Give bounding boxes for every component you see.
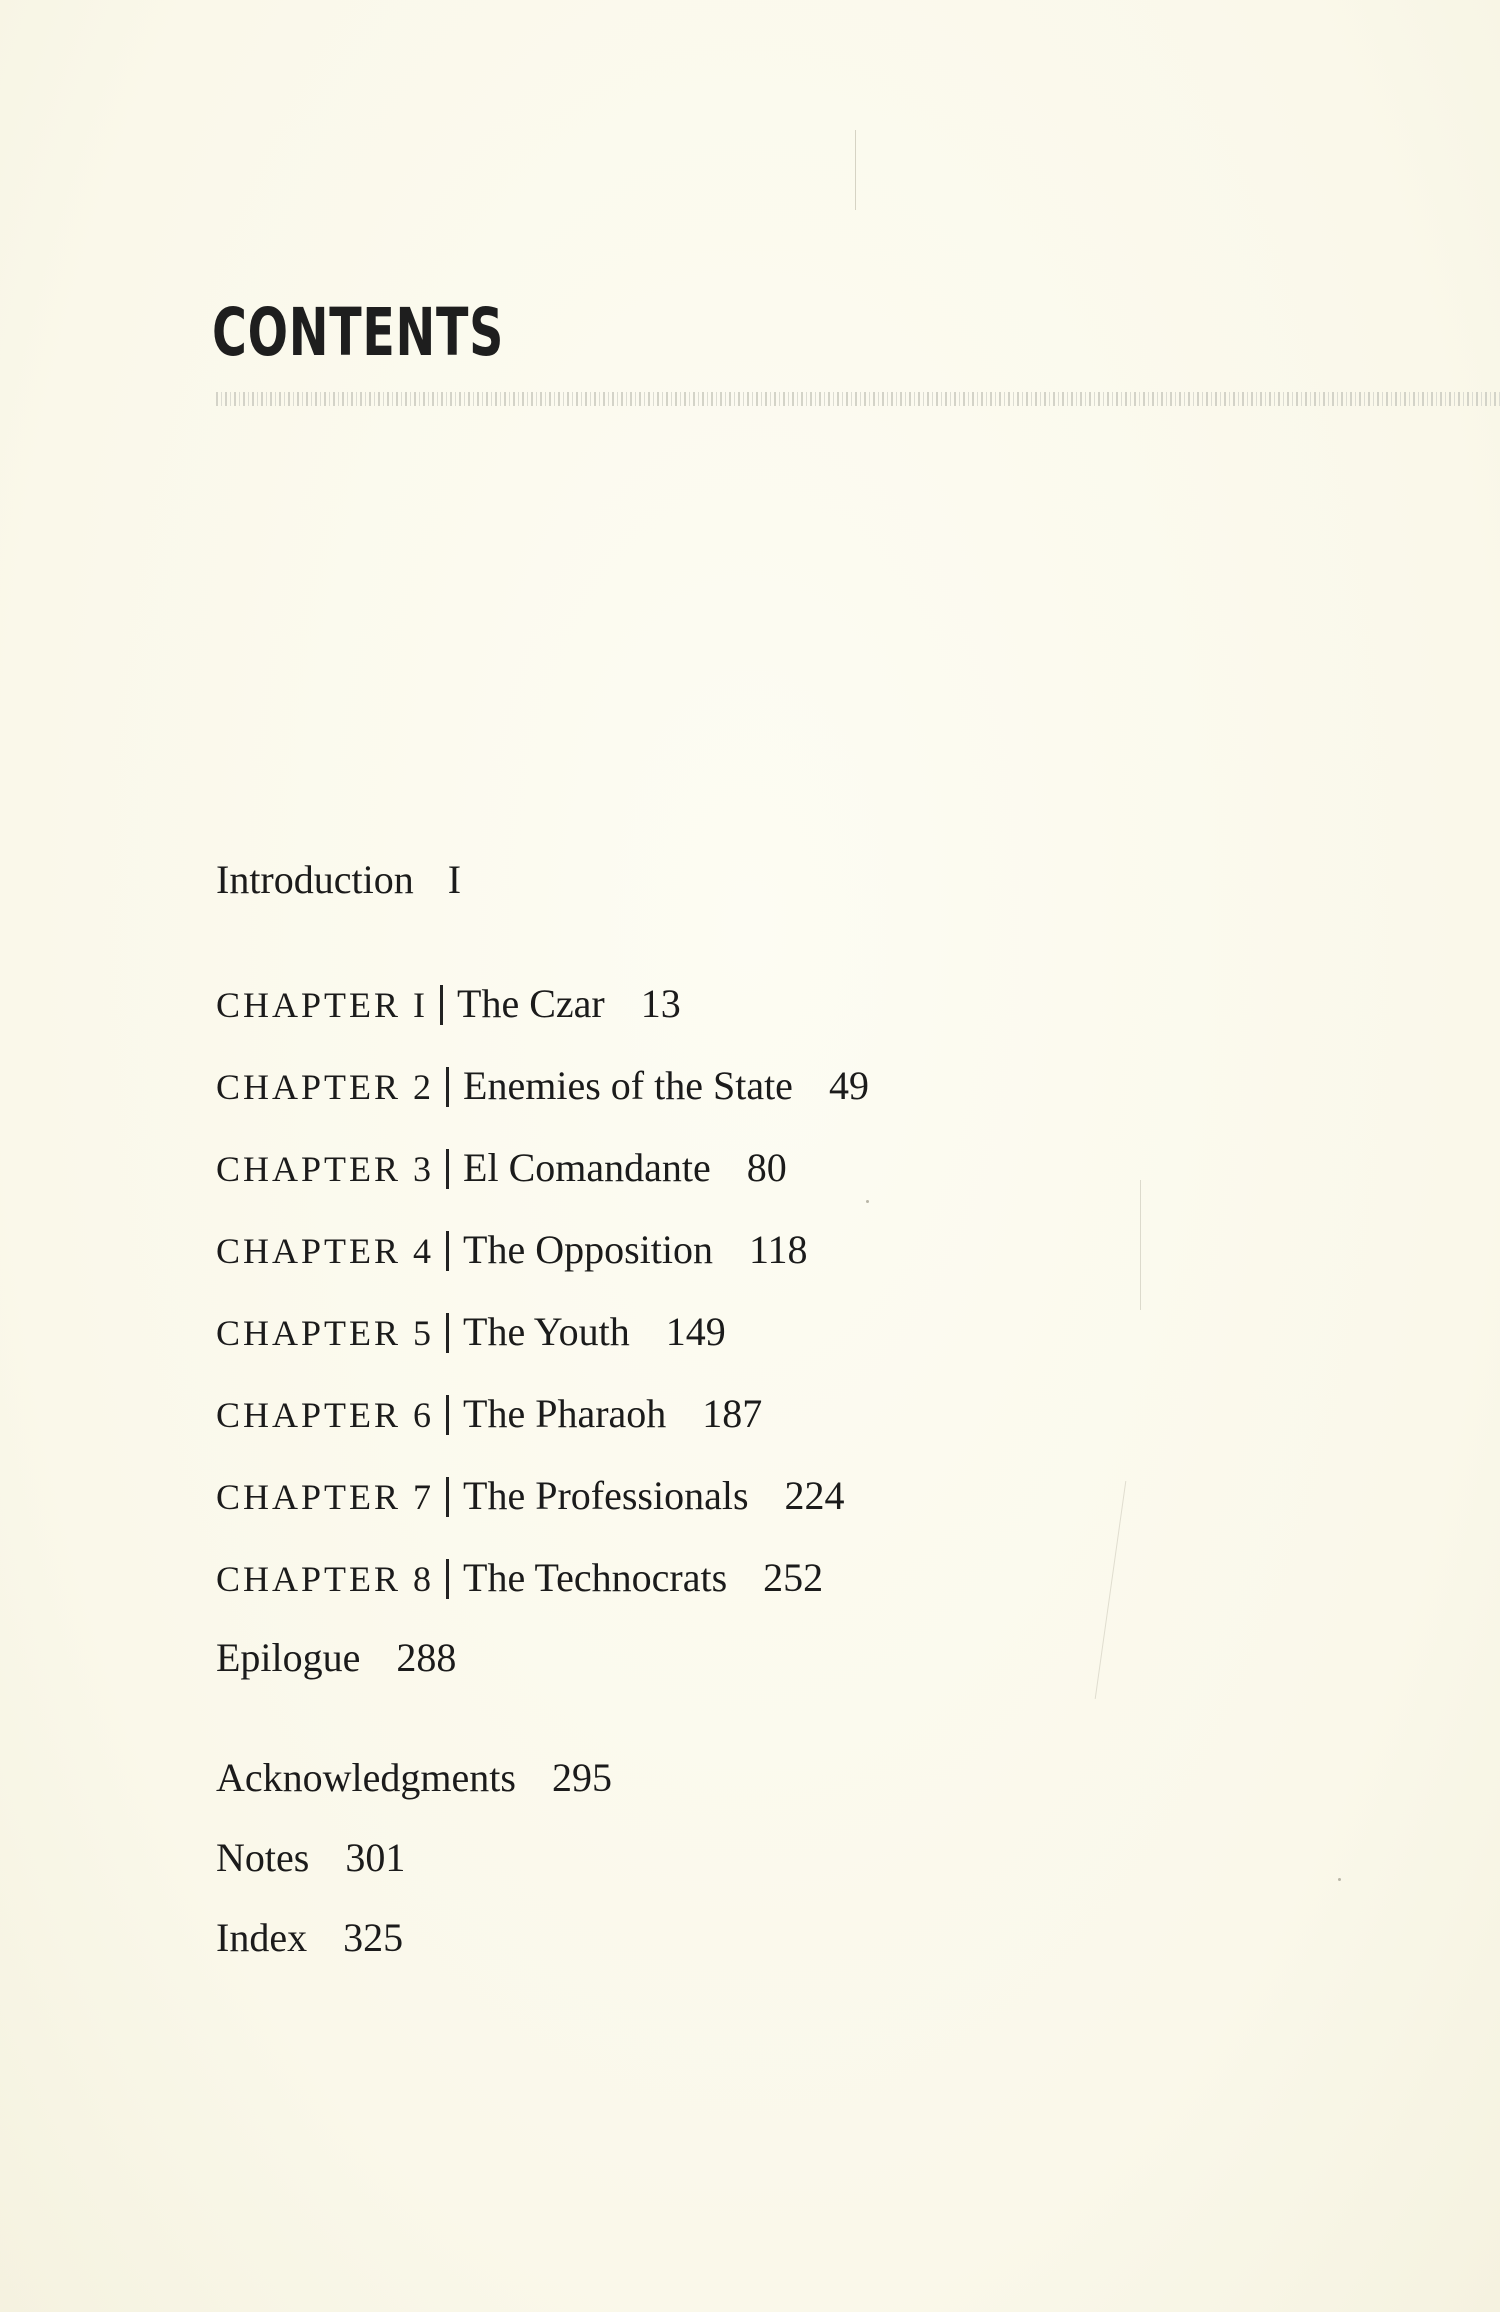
toc-entry-acknowledgments — [216, 1755, 612, 1800]
entry-page: 288 — [396, 1635, 457, 1680]
toc-entry-chapter-4 — [216, 1227, 808, 1272]
chapter-page: 118 — [749, 1227, 808, 1272]
chapter-label: CHAPTER 5 — [216, 1313, 435, 1353]
chapter-label: CHAPTER 2 — [216, 1067, 435, 1107]
chapter-title: The Opposition — [463, 1227, 714, 1272]
chapter-title: El Comandante — [463, 1145, 711, 1190]
title-rule — [216, 392, 1500, 406]
chapter-title: The Czar — [457, 981, 605, 1026]
toc-entry-chapter-1 — [216, 981, 681, 1026]
paper-mark — [1095, 1481, 1127, 1699]
paper-speck — [1338, 1878, 1341, 1881]
entry-label: Introduction — [216, 857, 414, 902]
entry-label: Notes — [216, 1835, 310, 1880]
paper-mark — [855, 130, 856, 210]
chapter-page: 49 — [828, 1063, 869, 1108]
chapter-label: CHAPTER 4 — [216, 1231, 435, 1271]
chapter-title: The Youth — [463, 1309, 630, 1354]
separator-bar — [446, 1067, 449, 1107]
toc-entry-chapter-3 — [216, 1145, 787, 1190]
toc-entry-chapter-2 — [216, 1063, 869, 1108]
paper-mark — [1140, 1180, 1141, 1310]
separator-bar — [446, 1231, 449, 1271]
chapter-page: 224 — [784, 1473, 845, 1518]
entry-page: I — [447, 857, 462, 902]
chapter-page: 13 — [640, 981, 681, 1026]
toc-entry-notes — [216, 1835, 406, 1880]
entry-label: Epilogue — [216, 1635, 361, 1680]
entry-page: 301 — [345, 1835, 406, 1880]
entry-label: Index — [216, 1915, 308, 1960]
separator-bar — [440, 985, 443, 1025]
chapter-page: 80 — [746, 1145, 787, 1190]
entry-page: 295 — [551, 1755, 612, 1800]
separator-bar — [446, 1477, 449, 1517]
toc-entry-chapter-6 — [216, 1391, 763, 1436]
chapter-title: The Technocrats — [463, 1555, 728, 1600]
chapter-label: CHAPTER 8 — [216, 1559, 435, 1599]
chapter-label: CHAPTER I — [216, 985, 429, 1025]
toc-entry-chapter-8 — [216, 1555, 824, 1600]
chapter-title: The Professionals — [463, 1473, 749, 1518]
toc-entry-introduction — [216, 857, 462, 902]
chapter-label: CHAPTER 3 — [216, 1149, 435, 1189]
chapter-page: 187 — [702, 1391, 763, 1436]
separator-bar — [446, 1149, 449, 1189]
separator-bar — [446, 1313, 449, 1353]
chapter-page: 252 — [763, 1555, 824, 1600]
entry-label: Acknowledgments — [216, 1755, 516, 1800]
entry-page: 325 — [343, 1915, 404, 1960]
chapter-label: CHAPTER 6 — [216, 1395, 435, 1435]
chapter-title: Enemies of the State — [463, 1063, 793, 1108]
chapter-title: The Pharaoh — [463, 1391, 667, 1436]
toc-entry-index — [216, 1915, 404, 1960]
chapter-label: CHAPTER 7 — [216, 1477, 435, 1517]
toc-entry-epilogue — [216, 1635, 457, 1680]
toc-entry-chapter-5 — [216, 1309, 726, 1354]
paper-speck — [866, 1200, 869, 1203]
separator-bar — [446, 1559, 449, 1599]
separator-bar — [446, 1395, 449, 1435]
chapter-page: 149 — [665, 1309, 726, 1354]
toc-entry-chapter-7 — [216, 1473, 845, 1518]
page-title: CONTENTS — [212, 294, 505, 371]
